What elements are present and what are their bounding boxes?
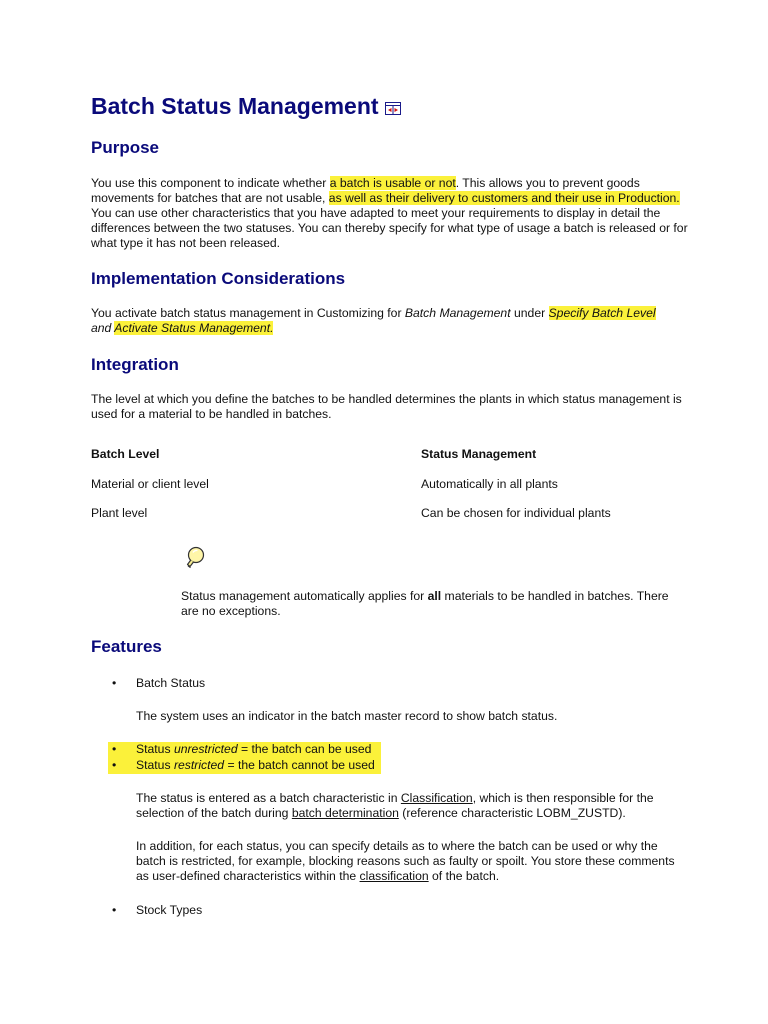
table-cell: Can be chosen for individual plants (421, 506, 611, 520)
header-status-management: Status Management (421, 447, 537, 461)
classification-link-2[interactable]: classification (359, 869, 429, 883)
classification-text-2: , which is then responsible for the selection of the batch during (136, 791, 654, 820)
implementation-paragraph (91, 306, 691, 336)
purpose-paragraph (91, 176, 691, 251)
lightbulb-icon (181, 545, 207, 576)
implementation-highlight-2: Activate Status Management. (114, 321, 274, 335)
implementation-text-1: You activate batch status management in Customizing for (91, 306, 405, 320)
note-bold: all (427, 589, 442, 603)
status-description: = the batch cannot be used (224, 758, 375, 772)
list-item-status-restricted (108, 758, 381, 774)
list-item-text: Batch Status (136, 676, 206, 690)
features-heading: Features (91, 637, 162, 656)
page-title (91, 90, 401, 123)
implementation-heading: Implementation Considerations (91, 269, 346, 288)
status-value: restricted (173, 758, 225, 772)
classification-text-1: The status is entered as a batch characteristic in (136, 791, 401, 805)
bullet-icon: • (112, 742, 117, 756)
implementation-and: and (91, 321, 115, 335)
classification-text-3: (reference characteristic LOBM_ZUSTD). (398, 806, 626, 820)
purpose-text-2: . This allows you to prevent goods movements for batches that are not usable, (91, 176, 640, 205)
integration-paragraph: The level at which you define the batches to be handled determines the plants in which status management is used for a material to be handled in batches. (91, 392, 682, 421)
implementation-text-2: under (510, 306, 549, 320)
status-details-paragraph (136, 839, 681, 884)
status-details-text-2: of the batch. (428, 869, 500, 883)
note-text-2: materials to be handled in batches. There are no exceptions. (181, 589, 669, 618)
purpose-highlight-1: a batch is usable or not (329, 176, 456, 190)
purpose-heading: Purpose (91, 138, 160, 157)
bullet-icon: • (112, 903, 117, 917)
status-value: unrestricted (173, 742, 238, 756)
note-text (181, 589, 681, 619)
batch-status-paragraph: The system uses an indicator in the batch master record to show batch status. (136, 709, 558, 723)
bullet-icon: • (112, 758, 117, 772)
classification-link[interactable]: Classification (400, 791, 473, 805)
table-cell: Automatically in all plants (421, 477, 558, 491)
header-batch-level: Batch Level (91, 447, 160, 461)
list-item-text: Stock Types (136, 903, 203, 917)
list-item-status-unrestricted (108, 742, 381, 758)
note-text-1: Status management automatically applies for (181, 589, 428, 603)
implementation-highlight-1: Specify Batch Level (548, 306, 656, 320)
purpose-highlight-2: as well as their delivery to customers and their use in Production. (328, 191, 680, 205)
integration-heading: Integration (91, 355, 179, 374)
batch-determination-link[interactable]: batch determination (291, 806, 399, 820)
status-description: = the batch can be used (237, 742, 372, 756)
status-details-text-1: In addition, for each status, you can specify details as to where the batch can be used or why the batch is restricted, for example, blocking reasons such as faulty or spoilt. You store these comments as user-defined characteristics within the (136, 839, 675, 883)
status-label: Status (136, 742, 174, 756)
implementation-italic: Batch Management (404, 306, 511, 320)
classification-paragraph (136, 791, 681, 821)
table-cell: Material or client level (91, 477, 209, 491)
list-item-text (136, 758, 375, 773)
table-cell: Plant level (91, 506, 148, 520)
document-link-icon[interactable] (385, 91, 401, 123)
page-title-text: Batch Status Management (91, 93, 379, 119)
purpose-text-3: You can use other characteristics that you have adapted to meet your requirements to display in detail the differences between the two statuses. You can thereby specify for what type of usage a batch is released or for what type it has not been released. (91, 206, 688, 250)
purpose-text-1: You use this component to indicate whether (91, 176, 330, 190)
status-label: Status (136, 758, 174, 772)
bullet-icon: • (112, 676, 117, 690)
list-item-text (136, 742, 371, 757)
